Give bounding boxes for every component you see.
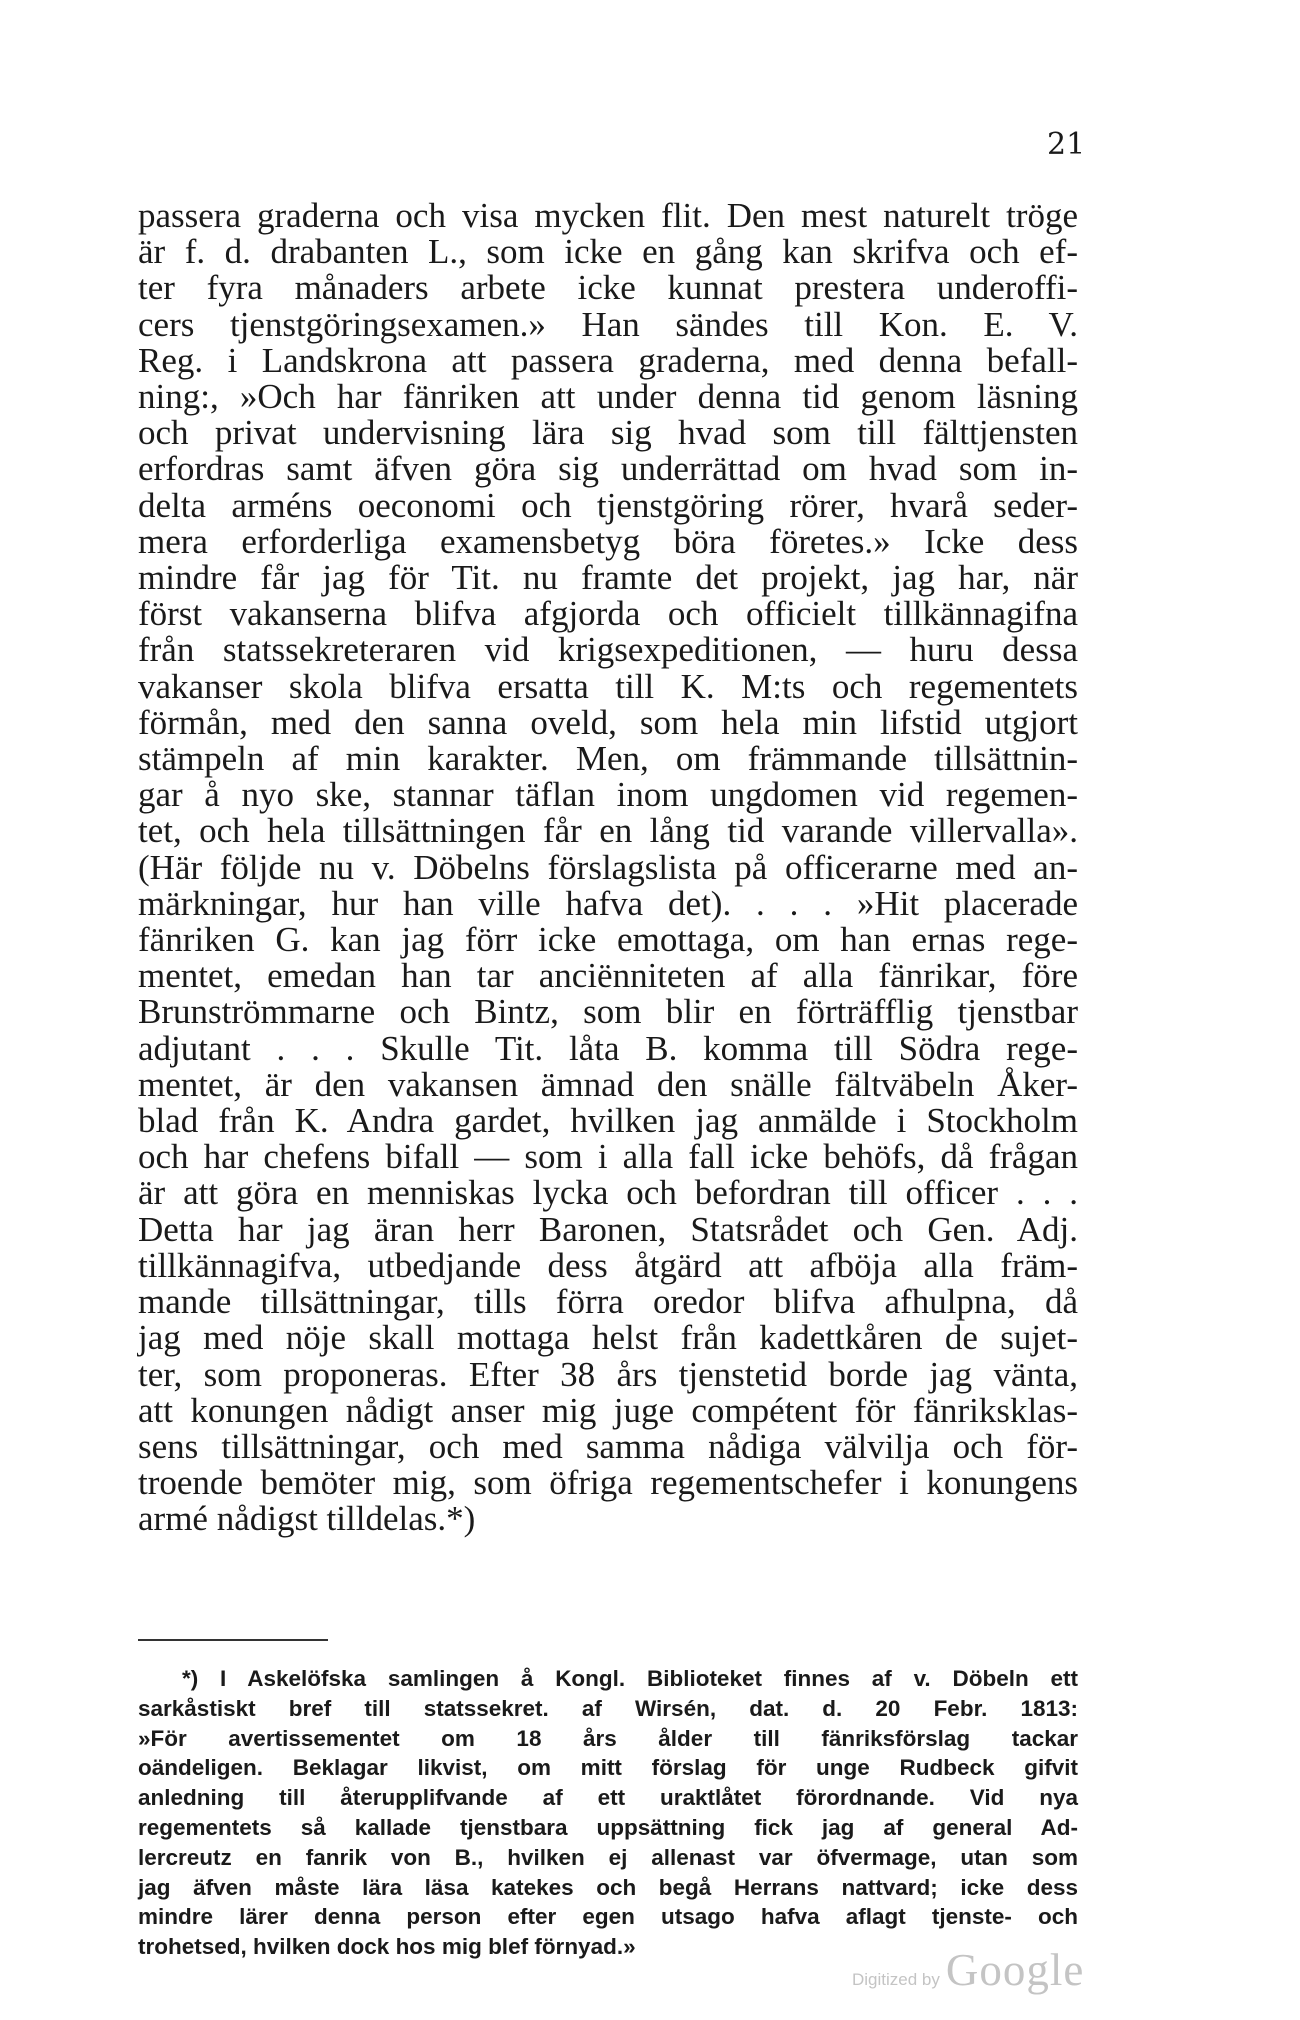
body-line: delta arméns oeconomi och tjenstgöring rörer, hvarå seder- — [138, 485, 1078, 525]
body-line: är att göra en menniskas lycka och befordran till officer . . . — [138, 1173, 1078, 1213]
body-line: att konungen nådigt anser mig juge compétent för fänriksklas- — [138, 1390, 1078, 1430]
footnote-line: oändeligen. Beklagar likvist, om mitt förslag för unge Rudbeck gifvit — [138, 1755, 1078, 1781]
body-line: ning:, »Och har fänriken att under denna tid genom läsning — [138, 377, 1078, 417]
body-line: och har chefens bifall — som i alla fall icke behöfs, då frågan — [138, 1137, 1078, 1177]
body-line: passera graderna och visa mycken flit. Den mest naturelt tröge — [138, 196, 1078, 235]
footnote — [138, 1664, 1078, 1962]
footnote-line: »För avertissementet om 18 års ålder till fänriksförslag tackar — [138, 1725, 1078, 1751]
body-line: jag med nöje skall mottaga helst från kadettkåren de sujet- — [138, 1318, 1078, 1358]
body-line: märkningar, hur han ville hafva det). . . . »Hit placerade — [138, 883, 1078, 923]
body-line: troende bemöter mig, som öfriga regementschefer i konungens — [138, 1463, 1078, 1503]
body-line: ter, som proponeras. Efter 38 års tjenstetid borde jag vänta, — [138, 1354, 1078, 1394]
body-line: ter fyra månaders arbete icke kunnat prestera underoffi- — [138, 268, 1078, 308]
footnote-line: anledning till återupplifvande af ett uraktlåtet förordnande. Vid nya — [138, 1785, 1078, 1811]
body-line: (Här följde nu v. Döbelns förslagslista på officerarne med an- — [138, 847, 1078, 887]
body-line: från statssekreteraren vid krigsexpeditionen, — huru dessa — [138, 630, 1078, 670]
footnote-rule — [138, 1639, 328, 1641]
body-line: är f. d. drabanten L., som icke en gång kan skrifva och ef- — [138, 232, 1078, 272]
body-line: sens tillsättningar, och med samma nådiga välvilja och för- — [138, 1426, 1078, 1466]
digitized-watermark — [852, 1944, 1084, 1996]
body-line-last: armé nådigst tilldelas.*) — [138, 1499, 476, 1539]
body-line: adjutant . . . Skulle Tit. låta B. komma till Södra rege- — [138, 1028, 1078, 1068]
body-line: mande tillsättningar, tills förra oredor blifva afhulpna, då — [138, 1282, 1078, 1322]
page-number: 21 — [1047, 127, 1086, 162]
footnote-line: *) I Askelöfska samlingen å Kongl. Biblioteket finnes af v. Döbeln ett — [182, 1666, 1078, 1691]
body-line: Detta har jag äran herr Baronen, Statsrådet och Gen. Adj. — [138, 1209, 1078, 1249]
footnote-line: mindre lärer denna person efter egen utsago hafva aflagt tjenste- och — [138, 1904, 1078, 1930]
body-line: mentet, emedan han tar anciënniteten af alla fänrikar, före — [138, 956, 1078, 996]
body-line: fänriken G. kan jag förr icke emottaga, om han ernas rege- — [138, 920, 1078, 960]
body-line: vakanser skola blifva ersatta till K. M:ts och regementets — [138, 666, 1078, 706]
body-line: erfordras samt äfven göra sig underrättad om hvad som in- — [138, 449, 1078, 489]
body-line: tet, och hela tillsättningen får en lång tid varande villervalla». — [138, 811, 1078, 851]
footnote-line: lercreutz en fanrik von B., hvilken ej allenast var öfvermage, utan som — [138, 1844, 1078, 1870]
footnote-line: regementets så kallade tjenstbara uppsättning fick jag af general Ad- — [138, 1814, 1078, 1840]
body-line: först vakanserna blifva afgjorda och officielt tillkännagifna — [138, 594, 1078, 634]
footnote-line-last: trohetsed, hvilken dock hos mig blef förnyad.» — [138, 1934, 636, 1960]
body-line: blad från K. Andra gardet, hvilken jag anmälde i Stockholm — [138, 1101, 1078, 1141]
body-text — [138, 198, 1078, 1538]
body-line: stämpeln af min karakter. Men, om främmande tillsättnin- — [138, 739, 1078, 779]
body-line: mindre får jag för Tit. nu framte det projekt, jag har, när — [138, 558, 1078, 598]
body-line: mera erforderliga examensbetyg böra företes.» Icke dess — [138, 521, 1078, 561]
body-line: gar å nyo ske, stannar täflan inom ungdomen vid regemen- — [138, 775, 1078, 815]
body-line: Brunströmmarne och Bintz, som blir en förträfflig tjenstbar — [138, 992, 1078, 1032]
footnote-line: jag äfven måste lära läsa katekes och begå Herrans nattvard; icke dess — [138, 1874, 1078, 1900]
footnote-line: sarkåstiskt bref till statssekret. af Wirsén, dat. d. 20 Febr. 1813: — [138, 1695, 1078, 1721]
watermark-prefix: Digitized by — [852, 1970, 940, 1989]
body-line: cers tjenstgöringsexamen.» Han sändes till Kon. E. V. — [138, 304, 1078, 344]
body-line: Reg. i Landskrona att passera graderna, med denna befall- — [138, 340, 1078, 380]
body-line: förmån, med den sanna oveld, som hela min lifstid utgjort — [138, 702, 1078, 742]
body-line: och privat undervisning lära sig hvad som till fälttjensten — [138, 413, 1078, 453]
body-line: tillkännagifva, utbedjande dess åtgärd att afböja alla främ- — [138, 1245, 1078, 1285]
body-line: mentet, är den vakansen ämnad den snälle fältväbeln Åker- — [138, 1064, 1078, 1104]
google-logo: Google — [945, 1945, 1085, 1995]
